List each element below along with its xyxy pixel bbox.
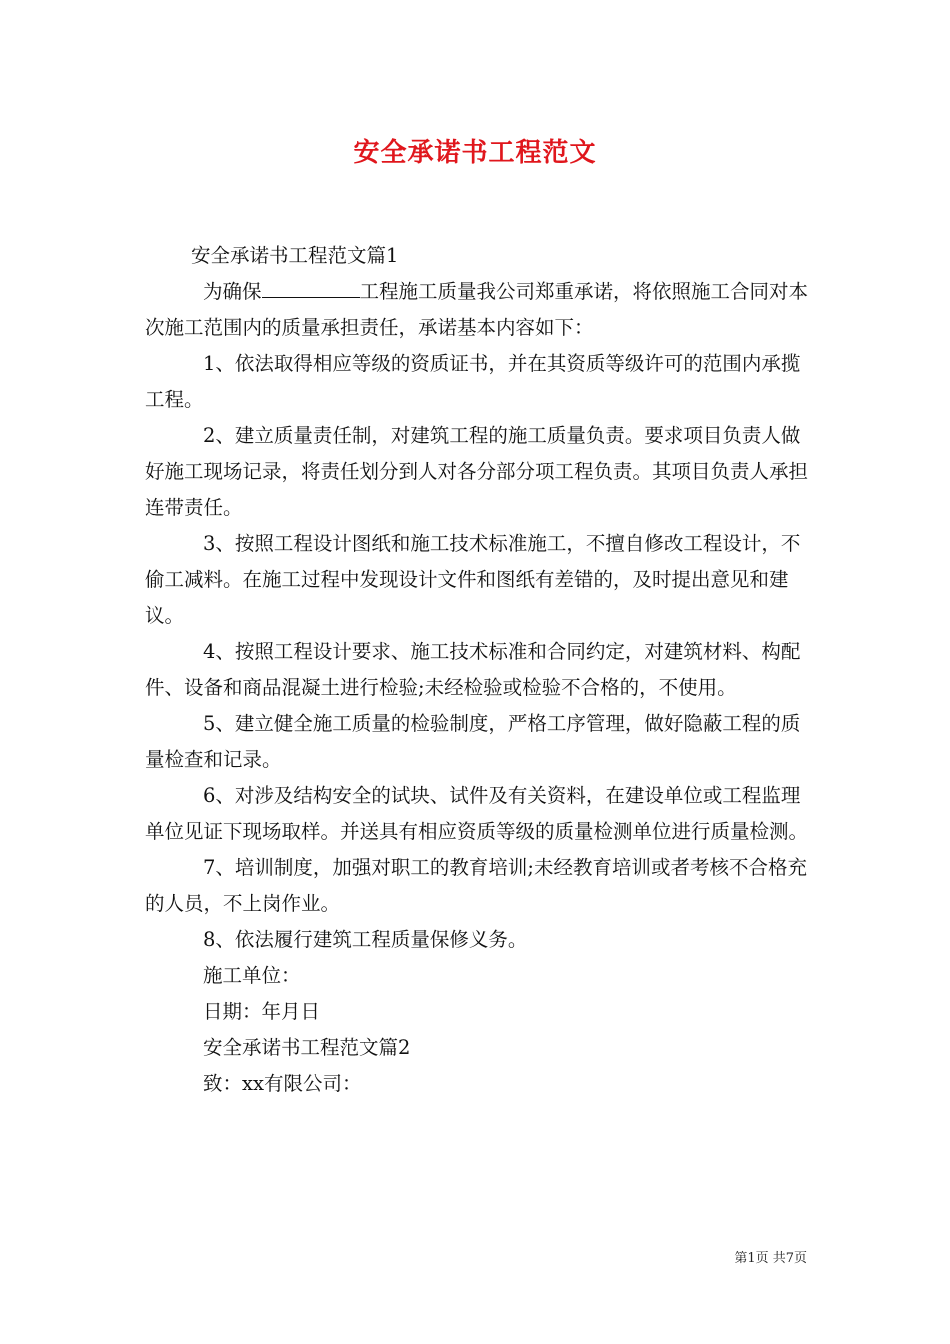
intro-suffix: 工程施工质量我公司郑重承诺，将依照施工合同对本次施工范围内的质量承担责任，承诺基本内容如下：: [145, 280, 809, 339]
construction-unit-label: 施工单位：: [203, 964, 301, 987]
intro-paragraph: [145, 274, 810, 346]
list-item: 7、培训制度，加强对职工的教育培训;未经教育培训或者考核不合格充的人员，不上岗作业。: [145, 856, 807, 915]
project-name-blank: [262, 296, 360, 298]
section-heading-1: 安全承诺书工程范文篇1: [191, 244, 399, 267]
list-item: 3、按照工程设计图纸和施工技术标准施工，不擅自修改工程设计，不偷工减料。在施工过程中发现设计文件和图纸有差错的，及时提出意见和建议。: [145, 532, 801, 627]
list-item: 4、按照工程设计要求、施工技术标准和合同约定，对建筑材料、构配件、设备和商品混凝土进行检验;未经检验或检验不合格的，不使用。: [145, 640, 801, 699]
date-label: 日期：年月日: [203, 1000, 321, 1023]
list-item: 2、建立质量责任制，对建筑工程的施工质量负责。要求项目负责人做好施工现场记录，将责任划分到人对各分部分项工程负责。其项目负责人承担连带责任。: [145, 424, 809, 519]
list-item: 8、依法履行建筑工程质量保修义务。: [203, 928, 528, 951]
document-body: [145, 238, 810, 1102]
page-number: 第1页 共7页: [734, 1251, 807, 1266]
document-title: 安全承诺书工程范文: [353, 138, 597, 168]
intro-prefix: 为确保: [203, 280, 262, 303]
addressee-line: 致：xx有限公司：: [203, 1072, 362, 1095]
list-item: 1、依法取得相应等级的资质证书，并在其资质等级许可的范围内承揽工程。: [145, 352, 801, 411]
list-item: 6、对涉及结构安全的试块、试件及有关资料，在建设单位或工程监理单位见证下现场取样。并送具有相应资质等级的质量检测单位进行质量检测。: [145, 784, 809, 843]
list-item: 5、建立健全施工质量的检验制度，严格工序管理，做好隐蔽工程的质量检查和记录。: [145, 712, 801, 771]
section-heading-2: 安全承诺书工程范文篇2: [203, 1036, 411, 1059]
